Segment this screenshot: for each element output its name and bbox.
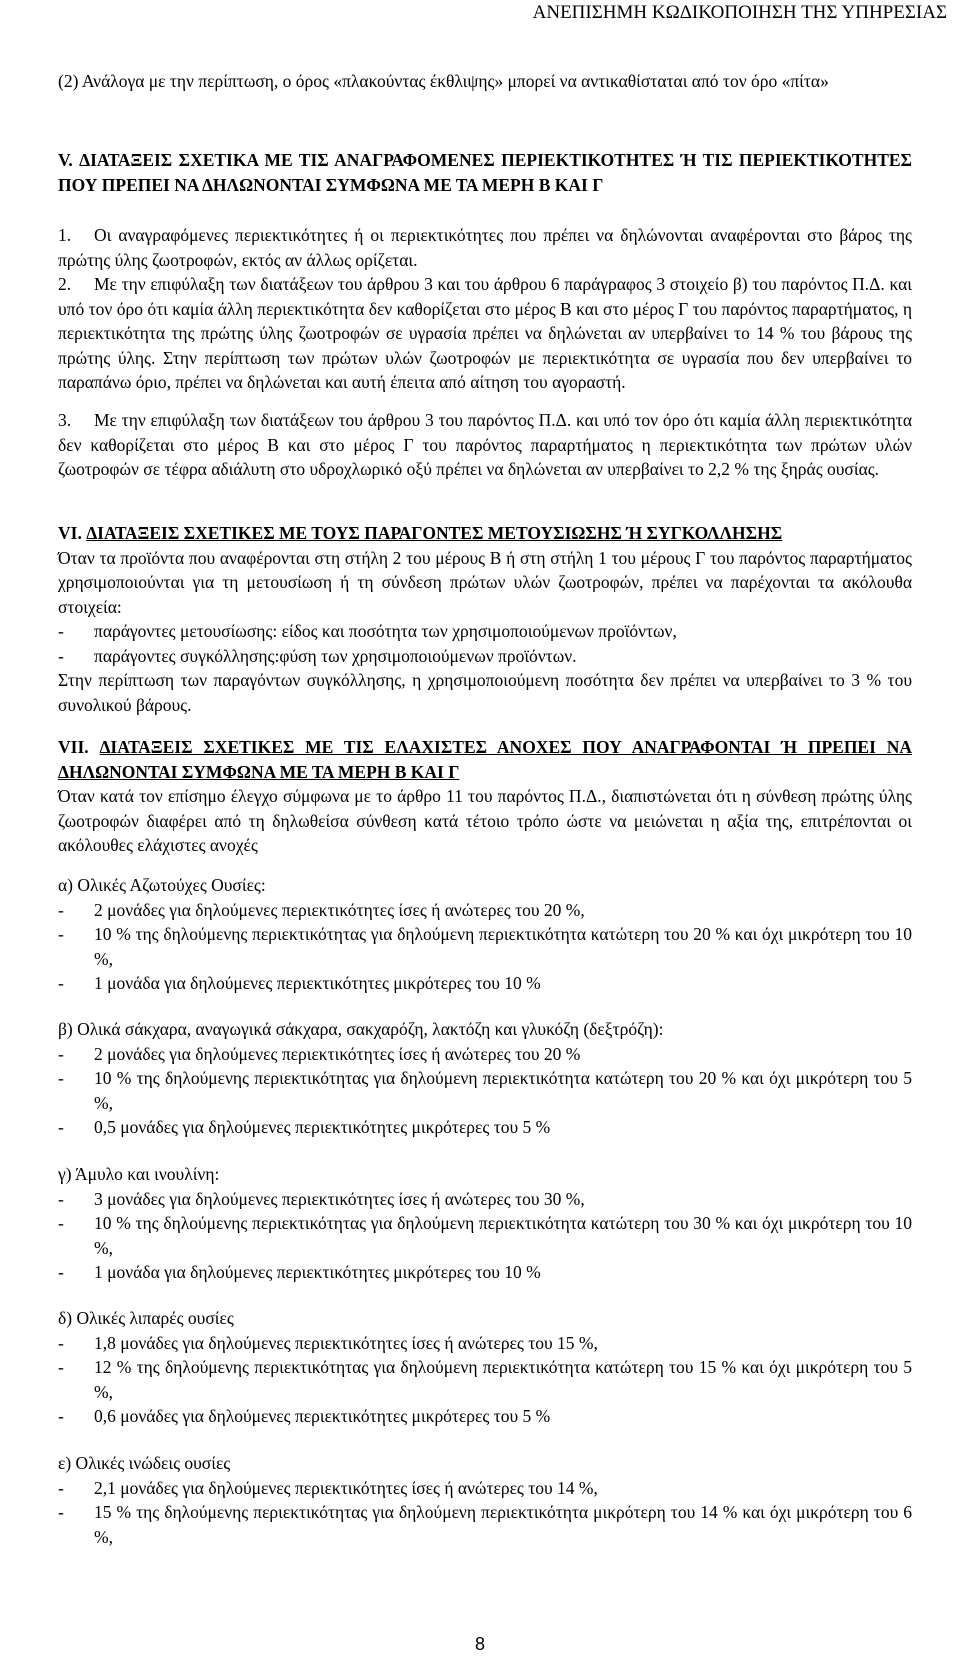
- section-vii-title: ΔΙΑΤΑΞΕΙΣ ΣΧΕΤΙΚΕΣ ΜΕ ΤΙΣ ΕΛΑΧΙΣΤΕΣ ΑΝΟΧΕΣ ΠΟΥ ΑΝΑΓΡΑΦΟΝΤΑΙ Ή ΠΡΕΠΕΙ ΝΑ ΔΗΛΩΝΟΝΤΑΙ ΣΥΜΦΩΝΑ ΜΕ ΤΑ ΜΕΡΗ Β ΚΑΙ Γ: [58, 737, 912, 782]
- list-item-text: 12 % της δηλούμενης περιεκτικότητας για δηλούμενη περιεκτικότητα κατώτερη του 15 % και όχι μικρότερη του 5 %,: [94, 1357, 912, 1402]
- dash-marker: -: [58, 1117, 64, 1137]
- tolerance-group-a: [58, 873, 912, 996]
- list-item-text: 10 % της δηλούμενης περιεκτικότητας για δηλούμενη περιεκτικότητα κατώτερη του 20 % και όχι μικρότερη του 10 %,: [94, 924, 912, 969]
- para-text: Με την επιφύλαξη των διατάξεων του άρθρου 3 του παρόντος Π.Δ. και υπό τον όρο ότι καμία άλλη περιεκτικότητα δεν καθορίζεται στο μέρος Β και στο μέρος Γ του παρόντος παραρτήματος η περιεκτικότητα των πρώτων υλών ζωοτροφών σε τέφρα αδιάλυτη στο υδροχλωρικό οξύ πρέπει να δηλώνεται αν υπερβαίνει το 2,2 % της ξηράς ουσίας.: [58, 410, 912, 479]
- tolerance-group-e: [58, 1451, 912, 1549]
- list-item: [58, 1187, 912, 1212]
- footnote: (2) Ανάλογα με την περίπτωση, ο όρος «πλακούντας έκθλιψης» μπορεί να αντικαθίσταται από τον όρο «πίτα»: [58, 71, 829, 91]
- section-vii: [58, 735, 912, 858]
- list-item-text: 2 μονάδες για δηλούμενες περιεκτικότητες ίσες ή ανώτερες του 20 %: [94, 1043, 581, 1064]
- list-item: [58, 1355, 912, 1404]
- list-item-text: 1,8 μονάδες για δηλούμενες περιεκτικότητες ίσες ή ανώτερες του 15 %,: [94, 1332, 598, 1353]
- list-item: [58, 1476, 912, 1501]
- dash-marker: -: [58, 1357, 64, 1377]
- section-vi: [58, 521, 912, 717]
- section-vi-intro: Όταν τα προϊόντα που αναφέρονται στη στήλη 2 του μέρους Β ή στη στήλη 1 του μέρους Γ του παρόντος παραρτήματος χρησιμοποιούνται για τη μετουσίωση ή τη σύνδεση πρώτων υλών ζωοτροφών, πρέπει να παρέχονται τα ακόλουθα στοιχεία:: [58, 547, 912, 617]
- tolerance-group-d: [58, 1306, 912, 1429]
- section-vii-intro: Όταν κατά τον επίσημο έλεγχο σύμφωνα με το άρθρο 11 του παρόντος Π.Δ., διαπιστώνεται ότι η σύνθεση πρώτης ύλης ζωοτροφών διαφέρει από τη δηλωθείσα σύνθεση κατά τέτοιο τρόπο ώστε να μειώνεται η αξία της, επιτρέπονται οι ακόλουθες ελάχιστες ανοχές: [58, 786, 912, 855]
- dash-marker: -: [58, 1188, 64, 1209]
- dash-marker: -: [58, 973, 64, 993]
- list-item: [58, 619, 912, 644]
- list-item: [58, 1404, 912, 1429]
- running-header: ΑΝΕΠΙΣΗΜΗ ΚΩΔΙΚΟΠΟΙΗΣΗ ΤΗΣ ΥΠΗΡΕΣΙΑΣ: [532, 2, 947, 23]
- page-number: 8: [474, 1634, 485, 1654]
- section-vii-number: VII.: [58, 737, 100, 757]
- group-title: ε) Ολικές ινώδεις ουσίες: [58, 1453, 231, 1473]
- dash-marker: -: [58, 621, 64, 641]
- list-item: [58, 1331, 912, 1356]
- dash-marker: -: [58, 1406, 64, 1426]
- list-item-text: 3 μονάδες για δηλούμενες περιεκτικότητες ίσες ή ανώτερες του 30 %,: [94, 1188, 585, 1209]
- list-item-text: 0,6 μονάδες για δηλούμενες περιεκτικότητες μικρότερες του 5 %: [94, 1406, 551, 1426]
- para-text: Με την επιφύλαξη των διατάξεων του άρθρου 3 και του άρθρου 6 παράγραφος 3 στοιχείο β) του παρόντος Π.Δ. και υπό τον όρο ότι καμία άλλη περιεκτικότητα δεν καθορίζεται στο μέρος Β και στο μέρος Γ του παρόντος παραρτήματος, η περιεκτικότητα της πρώτης ύλης ζωοτροφών σε υγρασία πρέπει να δηλώνεται αν υπερβαίνει το 14 % του βάρους της πρώτης ύλης. Στην περίπτωση των πρώτων υλών ζωοτροφών με περιεκτικότητα σε υγρασία που δεν υπερβαίνει το παραπάνω όριο, πρέπει να δηλώνεται και αυτή έπειτα από αίτηση του αγοραστή.: [58, 274, 912, 392]
- group-title: α) Ολικές Αζωτούχες Ουσίες:: [58, 875, 266, 895]
- list-item: [58, 1066, 912, 1115]
- group-title: δ) Ολικές λιπαρές ουσίες: [58, 1308, 234, 1328]
- list-item-text: 2,1 μονάδες για δηλούμενες περιεκτικότητες ίσες ή ανώτερες του 14 %,: [94, 1477, 598, 1498]
- dash-marker: -: [58, 645, 64, 666]
- section-v-para-3: [58, 408, 912, 482]
- dash-marker: -: [58, 1213, 64, 1233]
- list-item: [58, 1500, 912, 1549]
- list-item: [58, 1211, 912, 1260]
- group-title: β) Ολικά σάκχαρα, αναγωγικά σάκχαρα, σακχαρόζη, λακτόζη και γλυκόζη (δεξτρόζη):: [58, 1019, 664, 1039]
- list-item: [58, 1042, 912, 1067]
- section-v-para-2: [58, 272, 912, 395]
- section-vi-heading: [58, 521, 912, 546]
- section-vi-outro: Στην περίπτωση των παραγόντων συγκόλλησης, η χρησιμοποιούμενη ποσότητα δεν πρέπει να υπερβαίνει το 3 % του συνολικού βάρους.: [58, 670, 912, 715]
- section-v-heading: V. ΔΙΑΤΑΞΕΙΣ ΣΧΕΤΙΚΑ ΜΕ ΤΙΣ ΑΝΑΓΡΑΦΟΜΕΝΕΣ ΠΕΡΙΕΚΤΙΚΟΤΗΤΕΣ Ή ΤΙΣ ΠΕΡΙΕΚΤΙΚΟΤΗΤΕΣ ΠΟΥ ΠΡΕΠΕΙ ΝΑ ΔΗΛΩΝΟΝΤΑΙ ΣΥΜΦΩΝΑ ΜΕ ΤΑ ΜΕΡΗ Β ΚΑΙ Γ: [58, 150, 912, 195]
- list-item: [58, 1115, 912, 1140]
- list-item-text: παράγοντες μετουσίωσης: είδος και ποσότητα των χρησιμοποιούμενων προϊόντων,: [94, 621, 677, 641]
- para-number: 2.: [58, 274, 72, 294]
- list-item-text: 10 % της δηλούμενης περιεκτικότητας για δηλούμενη περιεκτικότητα κατώτερη του 20 % και όχι μικρότερη του 5 %,: [94, 1068, 912, 1113]
- list-item: [58, 1260, 912, 1285]
- dash-marker: -: [58, 1262, 64, 1282]
- dash-marker: -: [58, 1043, 64, 1064]
- list-item: [58, 971, 912, 996]
- list-item-text: 1 μονάδα για δηλούμενες περιεκτικότητες μικρότερες του 10 %: [94, 973, 541, 993]
- dash-marker: -: [58, 1477, 64, 1498]
- tolerance-group-b: [58, 1017, 912, 1140]
- tolerance-group-c: [58, 1162, 912, 1285]
- list-item-text: 10 % της δηλούμενης περιεκτικότητας για δηλούμενη περιεκτικότητα κατώτερη του 30 % και όχι μικρότερη του 10 %,: [94, 1213, 912, 1258]
- list-item-text: 1 μονάδα για δηλούμενες περιεκτικότητες μικρότερες του 10 %: [94, 1262, 541, 1282]
- para-text: Οι αναγραφόμενες περιεκτικότητες ή οι περιεκτικότητες που πρέπει να δηλώνονται αναφέρονται στο βάρος της πρώτης ύλης ζωοτροφών, εκτός αν άλλως ορίζεται.: [58, 225, 912, 270]
- section-vi-number: VI.: [58, 523, 87, 543]
- section-vi-title: ΔΙΑΤΑΞΕΙΣ ΣΧΕΤΙΚΕΣ ΜΕ ΤΟΥΣ ΠΑΡΑΓΟΝΤΕΣ ΜΕΤΟΥΣΙΩΣΗΣ Ή ΣΥΓΚΟΛΛΗΣΗΣ: [86, 523, 783, 543]
- para-number: 3.: [58, 410, 72, 430]
- dash-marker: -: [58, 1068, 64, 1088]
- list-item-text: 15 % της δηλούμενης περιεκτικότητας για δηλούμενη περιεκτικότητα μικρότερη του 14 % και όχι μικρότερη του 6 %,: [94, 1502, 912, 1547]
- group-title: γ) Άμυλο και ινουλίνη:: [58, 1164, 220, 1184]
- dash-marker: -: [58, 924, 64, 944]
- dash-marker: -: [58, 899, 64, 920]
- section-v-title: [58, 148, 912, 197]
- dash-marker: -: [58, 1502, 64, 1522]
- list-item-text: παράγοντες συγκόλλησης:φύση των χρησιμοποιούμενων προϊόντων.: [94, 645, 577, 666]
- list-item: [58, 898, 912, 923]
- list-item-text: 2 μονάδες για δηλούμενες περιεκτικότητες ίσες ή ανώτερες του 20 %,: [94, 899, 585, 920]
- para-number: 1.: [58, 225, 72, 245]
- list-item-text: 0,5 μονάδες για δηλούμενες περιεκτικότητες μικρότερες του 5 %: [94, 1117, 551, 1137]
- list-item: [58, 644, 912, 669]
- section-vii-heading: [58, 735, 912, 784]
- dash-marker: -: [58, 1332, 64, 1353]
- section-v-para-1: [58, 223, 912, 272]
- list-item: [58, 922, 912, 971]
